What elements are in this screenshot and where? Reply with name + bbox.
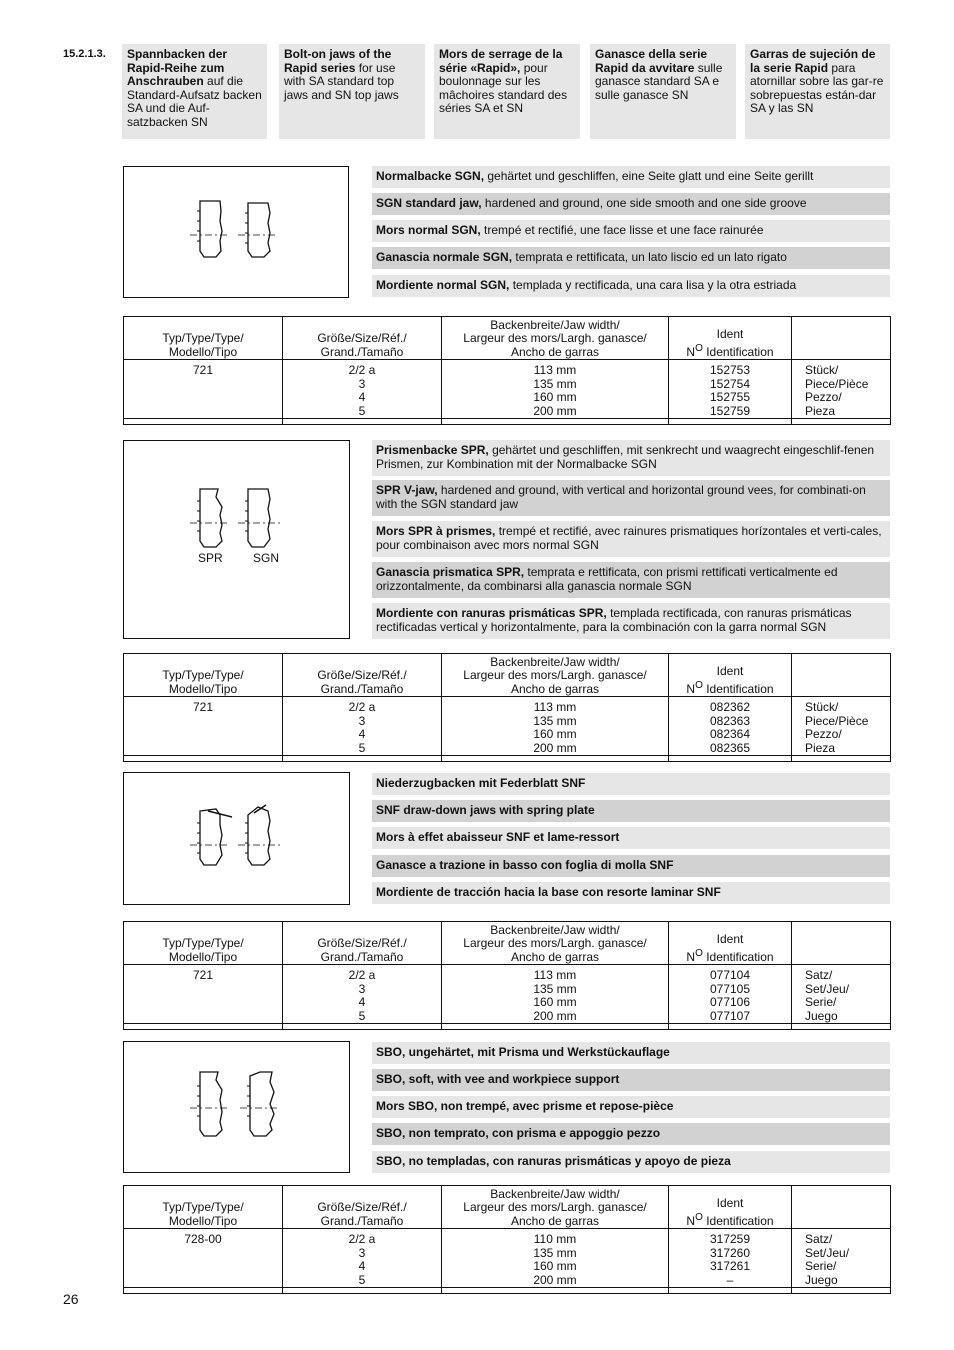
section3-desc-en: SNF draw-down jaws with spring plate [372,800,890,822]
section2-desc-fr: Mors SPR à prismes, trempé et rectifié, avec rainures prismatiques horízontales et verti-cales, pour combinaison avec mors normal SGN [372,521,890,557]
col-ident-header: Ident $N^O$ Identification [669,1186,792,1229]
col-width-header: Backenbreite/Jaw width/ Largeur des mors/Largh. ganasce/ Ancho de garras [442,1186,669,1229]
size-cell: 2/2 a 3 4 5 [283,965,442,1024]
section3-desc-it: Ganasce a trazione in basso con foglia di molla SNF [372,855,890,877]
unit-cell: Stück/ Piece/Pièce Pezzo/ Pieza [792,697,891,756]
table-row [124,1229,891,1288]
sgn-jaw-icon [124,167,350,299]
header-it: Ganasce della serie Rapid da avvitare sulle ganasce standard SA e sulle ganasce SN [590,44,736,139]
col-width-header: Backenbreite/Jaw width/ Largeur des mors/Largh. ganasce/ Ancho de garras [442,922,669,965]
section4-desc-en: SBO, soft, with vee and workpiece support [372,1069,890,1091]
header-fr: Mors de serrage de la série «Rapid», pour boulonnage sur les mâchoires standard des séries SA et SN [434,44,580,139]
type-cell: 721 [124,360,283,419]
unit-cell: Satz/ Set/Jeu/ Serie/ Juego [792,965,891,1024]
ident-cell: 077104 077105 077106 077107 [669,965,792,1024]
spr-sgn-jaw-drawing [123,440,350,639]
col-size-header: Größe/Size/Réf./ Grand./Tamaño [283,922,442,965]
ident-cell: 152753 152754 152755 152759 [669,360,792,419]
page-number: 26 [63,1291,79,1307]
unit-cell: Stück/ Piece/Pièce Pezzo/ Pieza [792,360,891,419]
section1-desc-fr: Mors normal SGN, trempé et rectifié, une face lisse et une face rainurée [372,220,890,242]
col-unit-header [792,317,891,360]
section2-desc-it: Ganascia prismatica SPR, temprata e rettificata, con prismi rettificati verticalmente ed orizzontalmente, da combinarsi alla ganascia normale SGN [372,562,890,598]
col-unit-header [792,922,891,965]
col-ident-header: Ident $N^O$ Identification [669,317,792,360]
type-cell: 721 [124,697,283,756]
header-es: Garras de sujeción de la serie Rapid para atornillar sobre las gar-re sobrepuestas están-dar SA y las SN [745,44,890,139]
width-cell: 110 mm 135 mm 160 mm 200 mm [442,1229,669,1288]
col-unit-header [792,1186,891,1229]
section2-table [123,653,891,762]
col-type-header: Typ/Type/Type/ Modello/Tipo [124,317,283,360]
size-cell: 2/2 a 3 4 5 [283,697,442,756]
table-row [124,697,891,756]
spr-sgn-jaw-icon [124,441,351,640]
unit-cell: Satz/ Set/Jeu/ Serie/ Juego [792,1229,891,1288]
width-cell: 113 mm 135 mm 160 mm 200 mm [442,965,669,1024]
type-cell: 728-00 [124,1229,283,1288]
sbo-jaw-icon [124,1042,351,1174]
size-cell: 2/2 a 3 4 5 [283,360,442,419]
snf-jaw-icon [124,773,351,906]
sgn-jaw-drawing [123,166,349,298]
section4-desc-de: SBO, ungehärtet, mit Prisma und Werkstückauflage [372,1042,890,1064]
section4-desc-es: SBO, no templadas, con ranuras prismáticas y apoyo de pieza [372,1151,890,1173]
spr-caption: SPR [198,551,223,565]
col-type-header: Typ/Type/Type/ Modello/Tipo [124,922,283,965]
section-number: 15.2.1.3. [63,48,106,60]
section2-desc-es: Mordiente con ranuras prismáticas SPR, templada rectificada, con ranuras prismáticas rectificadas vertical y horizontalmente, para la combinación con la garra normal SGN [372,603,890,639]
size-cell: 2/2 a 3 4 5 [283,1229,442,1288]
section4-desc-fr: Mors SBO, non trempé, avec prisme et repose-pièce [372,1096,890,1118]
col-size-header: Größe/Size/Réf./ Grand./Tamaño [283,317,442,360]
ident-cell: 317259 317260 317261 – [669,1229,792,1288]
col-size-header: Größe/Size/Réf./ Grand./Tamaño [283,654,442,697]
col-width-header: Backenbreite/Jaw width/ Largeur des mors/Largh. ganasce/ Ancho de garras [442,654,669,697]
header-de: Spannbacken der Rapid-Reihe zum Anschrauben auf die Standard-Aufsatz backen SA und die Auf-satzbacken SN [122,44,267,139]
section3-table [123,921,891,1030]
section1-table [123,316,891,425]
section4-table [123,1185,891,1294]
section1-desc-de: Normalbacke SGN, gehärtet und geschliffen, eine Seite glatt und eine Seite gerillt [372,166,890,188]
section1-desc-it: Ganascia normale SGN, temprata e rettificata, un lato liscio ed un lato rigato [372,247,890,269]
section1-desc-en: SGN standard jaw, hardened and ground, one side smooth and one side groove [372,193,890,215]
col-unit-header [792,654,891,697]
section2-desc-de: Prismenbacke SPR, gehärtet und geschliffen, mit senkrecht und waagrecht eingeschlif-fenen Prismen, zur Kombination mit der Normalbacke SGN [372,440,890,476]
col-width-header: Backenbreite/Jaw width/ Largeur des mors/Largh. ganasce/ Ancho de garras [442,317,669,360]
ident-cell: 082362 082363 082364 082365 [669,697,792,756]
snf-jaw-drawing [123,772,350,905]
width-cell: 113 mm 135 mm 160 mm 200 mm [442,697,669,756]
table-row [124,965,891,1024]
type-cell: 721 [124,965,283,1024]
col-type-header: Typ/Type/Type/ Modello/Tipo [124,1186,283,1229]
col-type-header: Typ/Type/Type/ Modello/Tipo [124,654,283,697]
section3-desc-fr: Mors à effet abaisseur SNF et lame-ressort [372,827,890,849]
width-cell: 113 mm 135 mm 160 mm 200 mm [442,360,669,419]
section2-desc-en: SPR V-jaw, hardened and ground, with vertical and horizontal ground vees, for combinati-on with the SGN standard jaw [372,480,890,516]
col-size-header: Größe/Size/Réf./ Grand./Tamaño [283,1186,442,1229]
col-ident-header: Ident $N^O$ Identification [669,922,792,965]
sbo-jaw-drawing [123,1041,350,1173]
header-en: Bolt-on jaws of the Rapid series for use with SA standard top jaws and SN top jaws [279,44,425,139]
table-row [124,360,891,419]
section1-desc-es: Mordiente normal SGN, templada y rectificada, una cara lisa y la otra estriada [372,275,890,297]
col-ident-header: Ident $N^O$ Identification [669,654,792,697]
section3-desc-es: Mordiente de tracción hacia la base con resorte laminar SNF [372,882,890,904]
section4-desc-it: SBO, non temprato, con prisma e appoggio pezzo [372,1123,890,1145]
sgn-caption: SGN [253,551,280,565]
section3-desc-de: Niederzugbacken mit Federblatt SNF [372,773,890,795]
